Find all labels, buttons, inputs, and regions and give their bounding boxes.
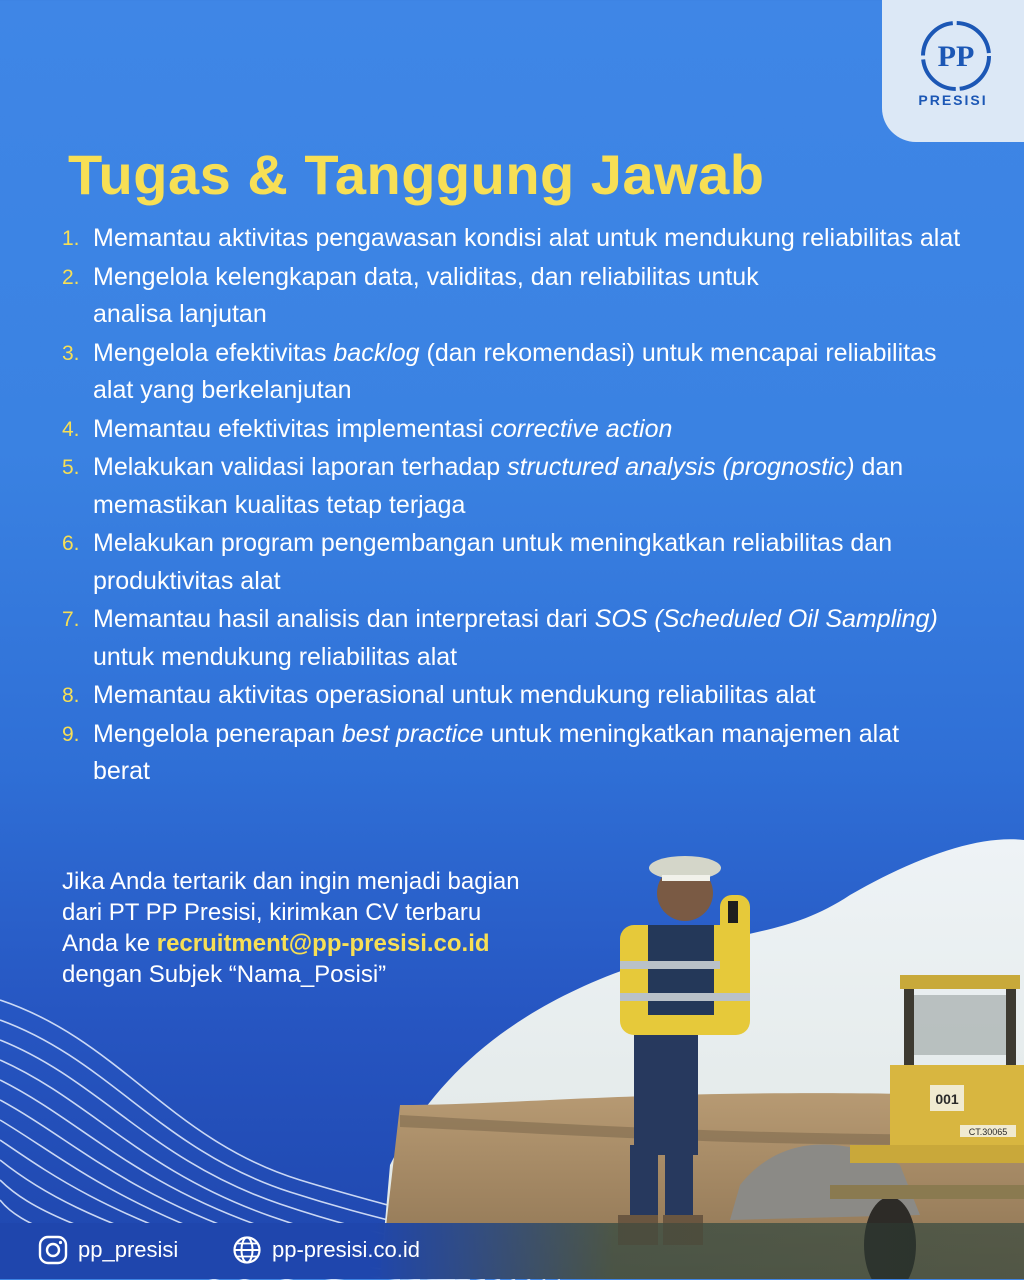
task-text: Memantau aktivitas pengawasan kondisi alat untuk mendukung reliabilitas alat <box>93 224 961 252</box>
task-text: dan memastikan kualitas tetap terjaga <box>93 453 904 519</box>
field-photo <box>380 835 1024 1279</box>
task-number: 9. <box>62 722 80 746</box>
cta-line-2: dari PT PP Presisi, kirimkan CV terbaru <box>62 899 482 926</box>
task-item <box>62 525 962 600</box>
task-number: 2. <box>62 265 80 289</box>
footer-bar <box>0 1223 1024 1279</box>
pp-logo-icon <box>920 20 992 92</box>
instagram-link[interactable] <box>38 1235 178 1265</box>
task-text: (dan rekomendasi) untuk mencapai reliabilitas alat yang berkelanjutan <box>93 338 937 404</box>
task-text: Mengelola penerapan <box>93 719 342 748</box>
recruitment-email-link[interactable]: recruitment@pp-presisi.co.id <box>156 930 490 957</box>
task-item <box>62 220 962 258</box>
task-item <box>62 601 962 676</box>
website-url: pp-presisi.co.id <box>272 1237 420 1262</box>
task-number: 5. <box>62 456 80 479</box>
brand-logo <box>882 0 1024 142</box>
task-text: Memantau aktivitas operasional untuk mendukung reliabilitas alat <box>93 681 816 709</box>
task-italic-term: best practice <box>341 719 484 748</box>
task-item <box>62 677 962 715</box>
logo-brand-name: PRESISI <box>918 92 988 108</box>
cta-line-1: Jika Anda tertarik dan ingin menjadi bagian <box>62 868 520 895</box>
instagram-icon <box>38 1235 68 1265</box>
task-item <box>62 449 962 524</box>
svg-text:CT.30065: CT.30065 <box>968 1127 1008 1137</box>
task-number: 8. <box>62 684 80 707</box>
task-number: 4. <box>62 417 80 441</box>
page-title: Tugas & Tanggung Jawab <box>68 143 765 206</box>
task-text: Memantau hasil analisis dan interpretasi dari <box>93 605 595 633</box>
task-text: untuk meningkatkan manajemen alat berat <box>93 719 900 785</box>
task-text: Mengelola efektivitas <box>93 338 334 367</box>
logo-monogram: PP <box>937 40 975 73</box>
task-text: Mengelola kelengkapan data, validitas, dan reliabilitas untuk <box>93 262 759 291</box>
task-number: 6. <box>62 532 80 555</box>
task-italic-term: corrective action <box>490 414 673 443</box>
task-number: 3. <box>62 341 80 365</box>
task-italic-term: backlog <box>333 338 420 367</box>
task-item <box>62 411 962 449</box>
task-italic-term: SOS (Scheduled Oil Sampling) <box>594 605 938 633</box>
task-item <box>62 335 962 410</box>
task-text: Melakukan program pengembangan untuk meningkatkan reliabilitas dan produktivitas alat <box>93 529 893 595</box>
website-link[interactable] <box>232 1235 420 1265</box>
globe-icon <box>232 1235 262 1265</box>
task-list <box>62 220 962 792</box>
svg-text:001: 001 <box>935 1091 959 1107</box>
walkie-talkie-icon <box>728 901 738 923</box>
task-number: 7. <box>62 608 80 631</box>
task-text: analisa lanjutan <box>93 300 267 328</box>
task-text: untuk mendukung reliabilitas alat <box>93 642 458 671</box>
task-text: Melakukan validasi laporan terhadap <box>93 453 508 481</box>
cta-line-3-prefix: Anda ke <box>62 930 157 957</box>
cta-line-4: dengan Subjek “Nama_Posisi” <box>62 961 387 988</box>
task-item <box>62 259 962 334</box>
task-text: Memantau efektivitas implementasi <box>93 414 491 443</box>
instagram-handle: pp_presisi <box>78 1237 179 1262</box>
task-italic-term: structured analysis (prognostic) <box>507 453 855 481</box>
task-number: 1. <box>62 227 80 250</box>
task-item <box>62 716 962 791</box>
